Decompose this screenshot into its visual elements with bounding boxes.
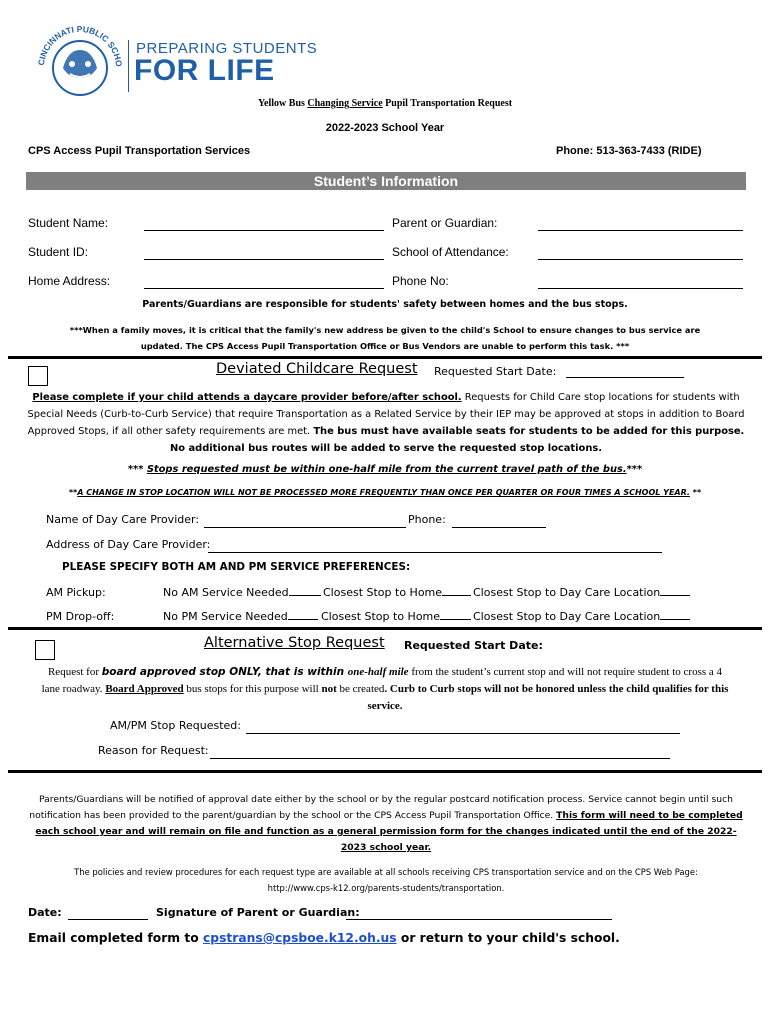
policies-url: http://www.cps-k12.org/parents-students/transportation. bbox=[267, 883, 505, 893]
phone-field[interactable] bbox=[538, 288, 743, 289]
email-instruction: Email completed form to cpstrans@cpsboe.k12.oh.us or return to your child's school. bbox=[28, 931, 620, 945]
childcare-checkbox[interactable] bbox=[28, 366, 48, 386]
school-field[interactable] bbox=[538, 259, 743, 260]
tagline-bottom: FOR LIFE bbox=[134, 54, 275, 87]
school-label: School of Attendance: bbox=[392, 245, 509, 259]
tagline-top: PREPARING STUDENTS bbox=[136, 40, 318, 57]
childcare-title: Deviated Childcare Request bbox=[216, 361, 418, 377]
provider-phone-field[interactable] bbox=[452, 527, 546, 528]
move-note: ***When a family moves, it is critical that the family's new address be given to the child's School to ensure changes to bus service are updated. The CPS Access Pupil Transportation Office or Bus Vendors are unable to perform this task. *** bbox=[69, 325, 701, 351]
change-frequency-note: **A CHANGE IN STOP LOCATION WILL NOT BE PROCESSED MORE FREQUENTLY THAN ONCE PER QUARTER OR FOUR TIMES A SCHOOL YEAR. ** bbox=[68, 488, 702, 497]
provider-address-label: Address of Day Care Provider: bbox=[46, 538, 211, 551]
divider-alternative bbox=[8, 627, 762, 630]
am-option-home[interactable]: Closest Stop to Home bbox=[323, 586, 471, 599]
stop-requested-field[interactable] bbox=[246, 733, 680, 734]
address-label: Home Address: bbox=[28, 274, 111, 288]
logo bbox=[30, 12, 130, 100]
form-title: Yellow Bus Changing Service Pupil Transportation Request bbox=[257, 98, 513, 109]
school-year: 2022-2023 School Year bbox=[325, 122, 445, 134]
provider-name-label: Name of Day Care Provider: bbox=[46, 513, 200, 526]
alternative-title: Alternative Stop Request bbox=[204, 635, 385, 651]
safety-note: Parents/Guardians are responsible for students' safety between homes and the bus stops. bbox=[142, 299, 628, 310]
reason-label: Reason for Request: bbox=[98, 744, 209, 757]
email-link[interactable]: cpstrans@cpsboe.k12.oh.us bbox=[203, 931, 397, 945]
alternative-description: Request for board approved stop ONLY, that is within one-half mile from the student’s current stop and will not require student to cross a 4 lane roadway. Board Approved bus stops for this purpose will not be created. Curb to Curb stops will not be honored unless the child qualifies for this service. bbox=[41, 666, 729, 712]
policies-text: The policies and review procedures for each request type are available at all schools receiving CPS transportation service and on the CPS Web Page: bbox=[74, 867, 698, 877]
student-id-label: Student ID: bbox=[28, 245, 89, 259]
reason-field[interactable] bbox=[210, 758, 670, 759]
date-field[interactable] bbox=[68, 919, 148, 920]
alternative-checkbox[interactable] bbox=[35, 640, 55, 660]
alternative-start-date-label: Requested Start Date: bbox=[404, 639, 543, 652]
childcare-start-date-field[interactable] bbox=[566, 377, 684, 378]
pm-dropoff-label: PM Drop-off: bbox=[46, 610, 115, 623]
parent-field[interactable] bbox=[538, 230, 743, 231]
date-label: Date: bbox=[28, 906, 62, 919]
parent-label: Parent or Guardian: bbox=[392, 216, 498, 230]
preferences-heading: PLEASE SPECIFY BOTH AM AND PM SERVICE PREFERENCES: bbox=[62, 561, 411, 573]
childcare-start-date-label: Requested Start Date: bbox=[434, 365, 557, 378]
svg-text:CINCINNATI PUBLIC SCHOOLS: CINCINNATI PUBLIC SCHO bbox=[36, 23, 125, 68]
student-name-label: Student Name: bbox=[28, 216, 109, 230]
pm-option-none[interactable]: No PM Service Needed bbox=[163, 610, 318, 623]
policies-note bbox=[26, 864, 746, 896]
stop-requested-label: AM/PM Stop Requested: bbox=[110, 719, 241, 732]
student-name-field[interactable] bbox=[144, 230, 384, 231]
pm-option-daycare[interactable]: Closest Stop to Day Care Location bbox=[473, 610, 690, 623]
address-field[interactable] bbox=[144, 288, 384, 289]
office-name: CPS Access Pupil Transportation Services bbox=[28, 145, 251, 157]
section-bar-student-info: Student’s Information bbox=[26, 172, 746, 190]
signature-label: Signature of Parent or Guardian: bbox=[156, 906, 360, 919]
am-pickup-label: AM Pickup: bbox=[46, 586, 106, 599]
provider-phone-label: Phone: bbox=[408, 513, 446, 526]
cps-seal-icon bbox=[30, 12, 130, 100]
divider-childcare bbox=[8, 356, 762, 359]
provider-address-field[interactable] bbox=[208, 552, 662, 553]
childcare-description: Please complete if your child attends a daycare provider before/after school. Requests for Child Care stop locations for students with Special Needs (Curb-to-Curb Service) that require Transportation as a Related Service by their IEP may be approved at stops in addition to Board Approved Stops, if all other safety requirements are met. The bus must have available seats for students to be added for this purpose. No additional bus routes will be added to serve the requested stop locations. bbox=[27, 392, 745, 454]
phone-label: Phone No: bbox=[392, 274, 449, 288]
divider-footer bbox=[8, 770, 762, 773]
signature-field[interactable] bbox=[346, 919, 612, 920]
student-id-field[interactable] bbox=[144, 259, 384, 260]
provider-name-field[interactable] bbox=[204, 527, 406, 528]
half-mile-note: *** Stops requested must be within one-half mile from the current travel path of the bus.*** bbox=[127, 464, 643, 475]
office-phone: Phone: 513-363-7433 (RIDE) bbox=[556, 145, 702, 157]
am-option-none[interactable]: No AM Service Needed bbox=[163, 586, 321, 599]
am-option-daycare[interactable]: Closest Stop to Day Care Location bbox=[473, 586, 690, 599]
pm-option-home[interactable]: Closest Stop to Home bbox=[321, 610, 471, 623]
logo-divider bbox=[128, 40, 129, 92]
notification-note: Parents/Guardians will be notified of approval date either by the school or by the regular postcard notification process. Service cannot begin until such notification has been provided to the parent/guardian by the school or the CPS Access Pupil Transportation Office. This form will need to be completed each school year and will remain on file and function as a general permission form for the changes indicated until the end of the 2022-2023 school year. bbox=[29, 794, 743, 853]
